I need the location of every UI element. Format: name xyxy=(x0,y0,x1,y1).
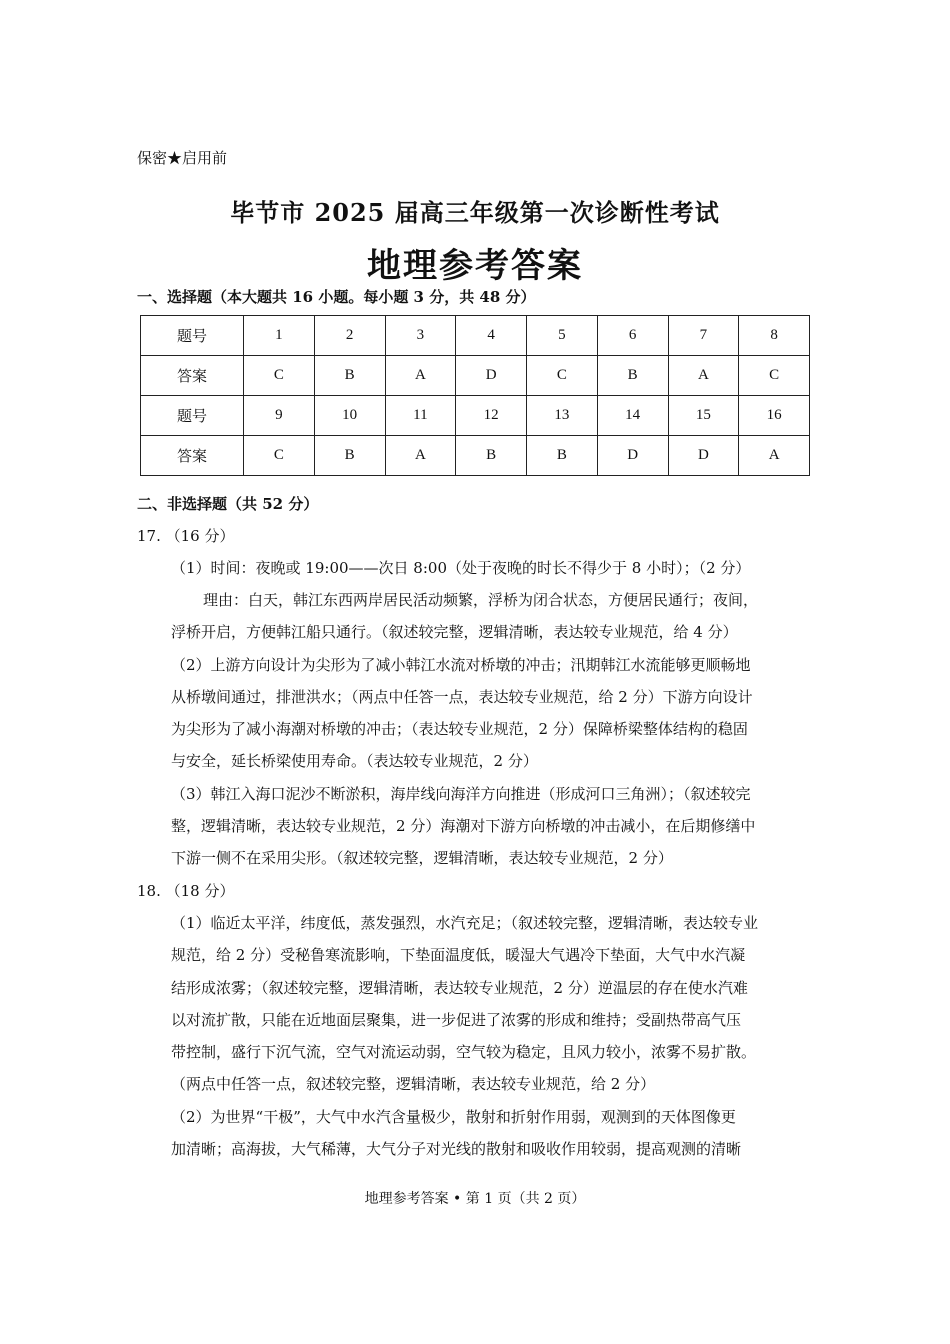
answer-line: 为尖形为了减小海潮对桥墩的冲击；（表达较专业规范，2 分）保障桥梁整体结构的稳固 xyxy=(171,720,748,738)
answer-line: 规范，给 2 分）受秘鲁寒流影响，下垫面温度低，暖湿大气遇冷下垫面，大气中水汽凝 xyxy=(171,946,746,964)
question-number: 5 xyxy=(527,316,598,356)
row-label: 答案 xyxy=(141,436,244,476)
question-number: 10 xyxy=(314,396,385,436)
answer-cell: D xyxy=(668,436,739,476)
answer-cell: B xyxy=(456,436,527,476)
question-number: 6 xyxy=(597,316,668,356)
answer-line: 以对流扩散，只能在近地面层聚集，进一步促进了浓雾的形成和维持；受副热带高气压 xyxy=(171,1011,742,1029)
answer-line: （1）临近太平洋，纬度低，蒸发强烈，水汽充足；（叙述较完整，逻辑清晰，表达较专业 xyxy=(171,914,759,932)
exam-title: 毕节市 2025 届高三年级第一次诊断性考试 xyxy=(230,198,720,227)
answer-cell: A xyxy=(385,356,456,396)
question-number: 4 xyxy=(456,316,527,356)
question-17-label: 17. （16 分） xyxy=(137,527,235,545)
answer-line: （2）上游方向设计为尖形为了减小韩江水流对桥墩的冲击；汛期韩江水流能够更顺畅地 xyxy=(171,656,751,674)
question-number: 15 xyxy=(668,396,739,436)
table-row xyxy=(141,316,810,356)
answer-line: 理由：白天，韩江东西两岸居民活动频繁，浮桥为闭合状态，方便居民通行；夜间， xyxy=(203,591,759,609)
answer-line: 下游一侧不在采用尖形。（叙述较完整，逻辑清晰，表达较专业规范，2 分） xyxy=(171,849,673,867)
question-18-label: 18. （18 分） xyxy=(137,882,235,900)
answer-line: （3）韩江入海口泥沙不断淤积，海岸线向海洋方向推进（形成河口三角洲）；（叙述较完 xyxy=(171,785,751,803)
answer-line: （1）时间：夜晚或 19:00——次日 8:00（处于夜晚的时长不得少于 8 小时）；（2 分） xyxy=(171,559,751,577)
page-footer: 地理参考答案 • 第 1 页（共 2 页） xyxy=(364,1191,586,1207)
row-label: 题号 xyxy=(141,316,244,356)
question-number: 11 xyxy=(385,396,456,436)
answer-cell: B xyxy=(314,356,385,396)
table-row xyxy=(141,356,810,396)
answer-cell: A xyxy=(739,436,810,476)
table-row xyxy=(141,396,810,436)
confidential-label: 保密★启用前 xyxy=(137,149,228,167)
question-number: 1 xyxy=(244,316,315,356)
question-number: 2 xyxy=(314,316,385,356)
answer-cell: A xyxy=(668,356,739,396)
row-label: 答案 xyxy=(141,356,244,396)
question-number: 13 xyxy=(527,396,598,436)
answer-line: 整，逻辑清晰，表达较专业规范，2 分）海潮对下游方向桥墩的冲击减小，在后期修缮中 xyxy=(171,817,756,835)
table-row xyxy=(141,436,810,476)
section1-heading: 一、选择题（本大题共 16 小题。每小题 3 分，共 48 分） xyxy=(137,288,536,306)
question-number: 9 xyxy=(244,396,315,436)
answer-cell: C xyxy=(244,356,315,396)
question-number: 12 xyxy=(456,396,527,436)
question-number: 14 xyxy=(597,396,668,436)
question-number: 3 xyxy=(385,316,456,356)
question-number: 16 xyxy=(739,396,810,436)
answer-cell: D xyxy=(597,436,668,476)
answer-cell: D xyxy=(456,356,527,396)
answer-cell: B xyxy=(527,436,598,476)
answer-line: 浮桥开启，方便韩江船只通行。（叙述较完整，逻辑清晰，表达较专业规范，给 4 分） xyxy=(171,623,738,641)
answer-cell: A xyxy=(385,436,456,476)
row-label: 题号 xyxy=(141,396,244,436)
answer-line: 与安全，延长桥梁使用寿命。（表达较专业规范，2 分） xyxy=(171,752,538,770)
answer-cell: B xyxy=(314,436,385,476)
answer-cell: B xyxy=(597,356,668,396)
answer-line: （两点中任答一点，叙述较完整，逻辑清晰，表达较专业规范，给 2 分） xyxy=(171,1075,656,1093)
answer-line: （2）为世界“干极”，大气中水汽含量极少，散射和折射作用弱，观测到的天体图像更 xyxy=(171,1108,736,1126)
answer-cell: C xyxy=(244,436,315,476)
answer-table xyxy=(140,315,810,476)
section2-heading: 二、非选择题（共 52 分） xyxy=(137,495,319,513)
answer-line: 结形成浓雾；（叙述较完整，逻辑清晰，表达较专业规范，2 分）逆温层的存在使水汽难 xyxy=(171,979,748,997)
answer-cell: C xyxy=(527,356,598,396)
question-number: 7 xyxy=(668,316,739,356)
answer-line: 从桥墩间通过，排泄洪水；（两点中任答一点，表达较专业规范，给 2 分）下游方向设计 xyxy=(171,688,753,706)
document-subtitle: 地理参考答案 xyxy=(367,246,583,286)
answer-cell: C xyxy=(739,356,810,396)
answer-line: 带控制，盛行下沉气流，空气对流运动弱，空气较为稳定，且风力较小，浓雾不易扩散。 xyxy=(171,1043,757,1061)
answer-line: 加清晰；高海拔，大气稀薄，大气分子对光线的散射和吸收作用较弱，提高观测的清晰 xyxy=(171,1140,742,1158)
question-number: 8 xyxy=(739,316,810,356)
